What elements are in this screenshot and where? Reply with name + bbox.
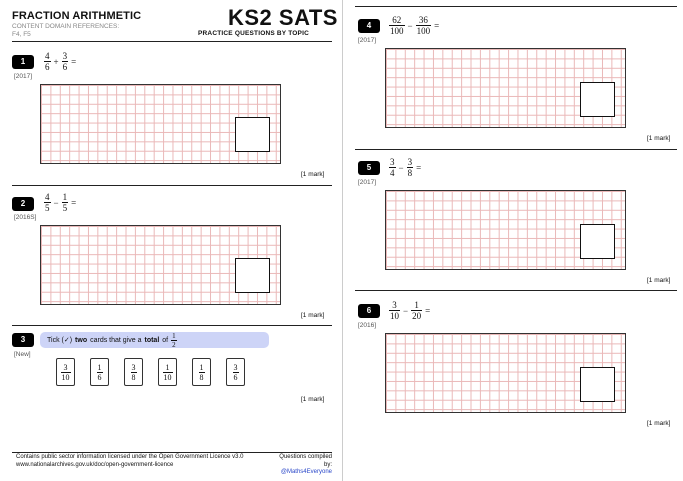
licence-line1: Contains public sector information licensed under the Open Government Licence v3.0 [16,454,244,460]
question-1-year: [2017] [14,73,33,80]
operator: − [398,162,404,173]
fraction: $\frac{1}{20}$ [412,300,422,321]
fraction: $\frac{36}{100}$ [416,15,431,36]
header-rule [12,41,332,42]
question-6-mark: [1 mark] [647,420,671,427]
fraction: $\frac{3}{10}$ [390,300,399,321]
left-page [0,0,341,481]
question-1-expression [44,51,77,72]
equals-sign: = [416,162,422,173]
question-2-expression [44,192,77,213]
question-3-year: [New] [14,351,31,358]
compiled-by-label: Questions compiled by: [279,454,332,468]
question-4-mark: [1 mark] [647,135,671,142]
equals-sign: = [434,20,440,31]
operator: − [403,305,409,316]
fraction: $\frac{3}{4}$ [390,157,395,178]
domain-refs-line2: F4, F5 [12,31,31,38]
footer-rule [12,452,332,453]
question-2-year: [2016S] [14,214,37,221]
question-4-year: [2017] [358,37,377,44]
question-6-badge: 6 [358,304,380,318]
fraction-card[interactable]: $\frac{3}{10}$ [56,358,75,386]
question-5-badge: 5 [358,161,380,175]
question-1-mark: [1 mark] [301,171,325,178]
fraction-card[interactable]: $\frac{1}{6}$ [90,358,109,386]
question-2-answer-box[interactable] [235,258,270,293]
question-4-answer-box[interactable] [580,82,615,117]
target-fraction: $\frac{1}{2}$ [172,331,176,349]
equals-sign: = [71,197,77,208]
author-handle-link[interactable]: @Maths4Everyone [280,469,332,475]
question-1-badge: 1 [12,55,34,69]
fraction-card[interactable]: $\frac{1}{8}$ [192,358,211,386]
fraction: $\frac{3}{6}$ [62,51,68,72]
question-6-answer-box[interactable] [580,367,615,402]
fraction: $\frac{3}{8}$ [407,157,413,178]
operator: − [407,20,413,31]
fraction: $\frac{4}{5}$ [45,192,50,213]
question-4-badge: 4 [358,19,380,33]
question-6-year: [2016] [358,322,377,329]
question-2-mark: [1 mark] [301,312,325,319]
licence-link[interactable]: www.nationalarchives.gov.uk/doc/open-government-licence [16,461,174,468]
divider [355,149,677,150]
instruction-text: cards that give a [90,336,142,344]
question-5-year: [2017] [358,179,377,186]
right-page [342,0,683,481]
compiled-by [272,454,332,477]
fraction-card[interactable]: $\frac{1}{10}$ [158,358,177,386]
fraction-card[interactable]: $\frac{3}{8}$ [124,358,143,386]
divider [355,290,677,291]
question-6-expression [389,300,431,321]
question-5-answer-box[interactable] [580,224,615,259]
domain-refs-line1: CONTENT DOMAIN REFERENCES: [12,23,120,30]
question-1-answer-box[interactable] [235,117,270,152]
instruction-emphasis: total [144,336,160,344]
ks2-sats-title: KS2 SATS [228,5,338,30]
equals-sign: = [71,56,77,67]
question-3-mark: [1 mark] [301,396,325,403]
worksheet-title: FRACTION ARITHMETIC [12,10,142,22]
operator: − [53,197,59,208]
fraction-card[interactable]: $\frac{3}{6}$ [226,358,245,386]
divider [12,325,332,326]
instruction-emphasis: two [75,336,88,344]
question-5-expression [389,157,422,178]
equals-sign: = [425,305,431,316]
fraction: $\frac{1}{5}$ [62,192,68,213]
content-domain-refs [12,23,119,39]
topic-subtitle: PRACTICE QUESTIONS BY TOPIC [198,30,309,37]
fraction: $\frac{4}{6}$ [45,51,50,72]
question-3-badge: 3 [12,333,34,347]
instruction-text: of [162,336,169,344]
question-4-expression [389,15,440,36]
instruction-text: Tick (✓) [47,337,73,344]
question-5-mark: [1 mark] [647,277,671,284]
operator: + [53,56,59,67]
question-3-instruction [40,332,269,348]
question-2-badge: 2 [12,197,34,211]
header-rule [355,6,677,7]
divider [12,185,332,186]
fraction: $\frac{62}{100}$ [390,15,404,36]
licence-notice [16,454,243,469]
